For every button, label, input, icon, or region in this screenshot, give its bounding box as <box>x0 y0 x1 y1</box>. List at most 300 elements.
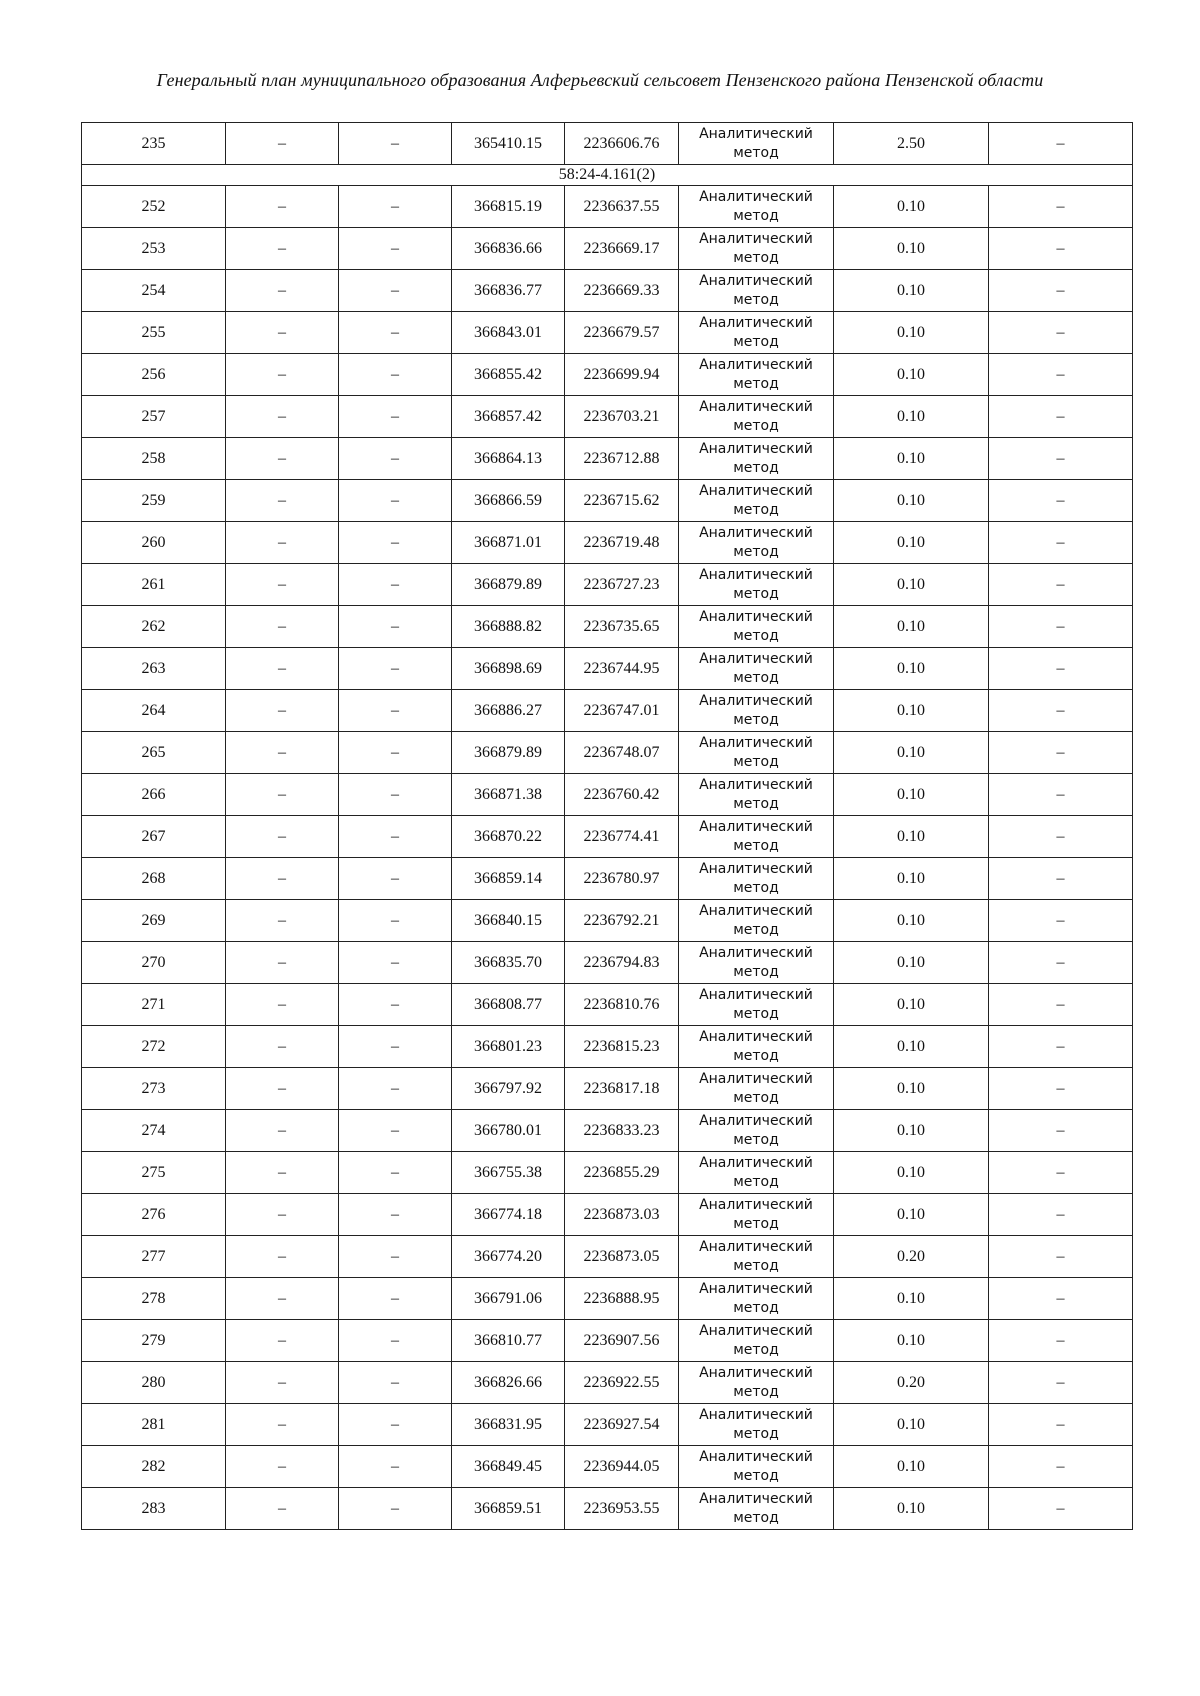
coord-x-cell: 366780.01 <box>452 1110 565 1152</box>
empty-cell: – <box>226 270 339 312</box>
empty-cell: – <box>339 1068 452 1110</box>
method-line: Аналитический <box>699 482 813 499</box>
method-line: Аналитический <box>699 608 813 625</box>
empty-cell: – <box>989 606 1133 648</box>
accuracy-cell: 0.10 <box>834 690 989 732</box>
method-cell <box>679 1068 834 1110</box>
empty-cell: – <box>226 1488 339 1530</box>
empty-cell: – <box>339 354 452 396</box>
empty-cell: – <box>339 1446 452 1488</box>
empty-cell: – <box>226 858 339 900</box>
coord-x-cell: 366774.18 <box>452 1194 565 1236</box>
point-number-cell: 255 <box>82 312 226 354</box>
accuracy-cell: 0.10 <box>834 984 989 1026</box>
empty-cell: – <box>989 1068 1133 1110</box>
table-row <box>82 1110 1133 1152</box>
point-number-cell: 269 <box>82 900 226 942</box>
empty-cell: – <box>989 816 1133 858</box>
method-line: Аналитический <box>699 944 813 961</box>
method-line: Аналитический <box>699 1364 813 1381</box>
empty-cell: – <box>339 1110 452 1152</box>
empty-cell: – <box>339 228 452 270</box>
empty-cell: – <box>339 774 452 816</box>
method-line: метод <box>733 249 779 266</box>
method-line: Аналитический <box>699 272 813 289</box>
method-line: метод <box>733 585 779 602</box>
accuracy-cell: 0.10 <box>834 396 989 438</box>
coord-y-cell: 2236922.55 <box>565 1362 679 1404</box>
method-line: метод <box>733 627 779 644</box>
method-line: Аналитический <box>699 1280 813 1297</box>
method-cell <box>679 438 834 480</box>
table-row <box>82 480 1133 522</box>
empty-cell: – <box>226 942 339 984</box>
point-number-cell: 270 <box>82 942 226 984</box>
accuracy-cell: 2.50 <box>834 123 989 165</box>
point-number-cell: 268 <box>82 858 226 900</box>
empty-cell: – <box>989 438 1133 480</box>
coord-y-cell: 2236747.01 <box>565 690 679 732</box>
coord-y-cell: 2236715.62 <box>565 480 679 522</box>
point-number-cell: 273 <box>82 1068 226 1110</box>
coord-y-cell: 2236780.97 <box>565 858 679 900</box>
empty-cell: – <box>226 123 339 165</box>
method-line: метод <box>733 921 779 938</box>
coord-x-cell: 366879.89 <box>452 732 565 774</box>
empty-cell: – <box>226 1152 339 1194</box>
accuracy-cell: 0.20 <box>834 1362 989 1404</box>
coord-x-cell: 366826.66 <box>452 1362 565 1404</box>
coord-x-cell: 366866.59 <box>452 480 565 522</box>
coord-x-cell: 366797.92 <box>452 1068 565 1110</box>
accuracy-cell: 0.10 <box>834 1488 989 1530</box>
accuracy-cell: 0.10 <box>834 1278 989 1320</box>
table-row <box>82 1404 1133 1446</box>
coord-y-cell: 2236669.33 <box>565 270 679 312</box>
method-line: Аналитический <box>699 1448 813 1465</box>
empty-cell: – <box>226 354 339 396</box>
point-number-cell: 279 <box>82 1320 226 1362</box>
empty-cell: – <box>989 1236 1133 1278</box>
empty-cell: – <box>226 816 339 858</box>
coord-x-cell: 366791.06 <box>452 1278 565 1320</box>
empty-cell: – <box>989 186 1133 228</box>
empty-cell: – <box>339 816 452 858</box>
coord-y-cell: 2236760.42 <box>565 774 679 816</box>
table-row <box>82 1236 1133 1278</box>
table-row <box>82 1488 1133 1530</box>
coord-y-cell: 2236855.29 <box>565 1152 679 1194</box>
accuracy-cell: 0.20 <box>834 1236 989 1278</box>
coord-y-cell: 2236873.05 <box>565 1236 679 1278</box>
point-number-cell: 263 <box>82 648 226 690</box>
method-line: метод <box>733 1299 779 1316</box>
method-line: Аналитический <box>699 1196 813 1213</box>
empty-cell: – <box>989 564 1133 606</box>
point-number-cell: 271 <box>82 984 226 1026</box>
coord-y-cell: 2236774.41 <box>565 816 679 858</box>
coord-x-cell: 366898.69 <box>452 648 565 690</box>
coord-x-cell: 366864.13 <box>452 438 565 480</box>
method-cell <box>679 1236 834 1278</box>
coord-x-cell: 366871.01 <box>452 522 565 564</box>
method-cell <box>679 858 834 900</box>
method-line: Аналитический <box>699 1112 813 1129</box>
empty-cell: – <box>339 1026 452 1068</box>
empty-cell: – <box>989 123 1133 165</box>
empty-cell: – <box>989 774 1133 816</box>
method-line: метод <box>733 333 779 350</box>
method-line: Аналитический <box>699 692 813 709</box>
empty-cell: – <box>989 1278 1133 1320</box>
empty-cell: – <box>989 1110 1133 1152</box>
method-line: метод <box>733 1467 779 1484</box>
coord-x-cell: 366831.95 <box>452 1404 565 1446</box>
empty-cell: – <box>339 648 452 690</box>
table-row <box>82 522 1133 564</box>
accuracy-cell: 0.10 <box>834 942 989 984</box>
table-row <box>82 1320 1133 1362</box>
accuracy-cell: 0.10 <box>834 1320 989 1362</box>
method-line: метод <box>733 837 779 854</box>
point-number-cell: 278 <box>82 1278 226 1320</box>
method-cell <box>679 1404 834 1446</box>
method-line: метод <box>733 207 779 224</box>
empty-cell: – <box>989 1362 1133 1404</box>
empty-cell: – <box>339 984 452 1026</box>
empty-cell: – <box>989 732 1133 774</box>
accuracy-cell: 0.10 <box>834 1110 989 1152</box>
coord-y-cell: 2236669.17 <box>565 228 679 270</box>
method-line: метод <box>733 375 779 392</box>
table-row <box>82 123 1133 165</box>
table-row <box>82 648 1133 690</box>
method-line: Аналитический <box>699 986 813 1003</box>
coord-y-cell: 2236606.76 <box>565 123 679 165</box>
coord-x-cell: 366755.38 <box>452 1152 565 1194</box>
empty-cell: – <box>989 858 1133 900</box>
method-cell <box>679 1446 834 1488</box>
method-cell <box>679 354 834 396</box>
point-number-cell: 266 <box>82 774 226 816</box>
table-row <box>82 858 1133 900</box>
method-cell <box>679 732 834 774</box>
table-row <box>82 900 1133 942</box>
method-line: метод <box>733 1215 779 1232</box>
coord-y-cell: 2236888.95 <box>565 1278 679 1320</box>
empty-cell: – <box>226 900 339 942</box>
coord-x-cell: 366886.27 <box>452 690 565 732</box>
method-cell <box>679 606 834 648</box>
method-line: Аналитический <box>699 566 813 583</box>
empty-cell: – <box>226 1026 339 1068</box>
empty-cell: – <box>989 354 1133 396</box>
empty-cell: – <box>226 312 339 354</box>
point-number-cell: 274 <box>82 1110 226 1152</box>
empty-cell: – <box>989 648 1133 690</box>
table-row <box>82 438 1133 480</box>
method-line: метод <box>733 1383 779 1400</box>
empty-cell: – <box>226 1278 339 1320</box>
method-line: метод <box>733 711 779 728</box>
empty-cell: – <box>226 774 339 816</box>
point-number-cell: 235 <box>82 123 226 165</box>
point-number-cell: 259 <box>82 480 226 522</box>
method-line: метод <box>733 1005 779 1022</box>
accuracy-cell: 0.10 <box>834 354 989 396</box>
method-cell <box>679 1320 834 1362</box>
accuracy-cell: 0.10 <box>834 228 989 270</box>
table-row <box>82 396 1133 438</box>
empty-cell: – <box>226 1446 339 1488</box>
method-cell <box>679 522 834 564</box>
empty-cell: – <box>989 1446 1133 1488</box>
coord-y-cell: 2236810.76 <box>565 984 679 1026</box>
empty-cell: – <box>339 1404 452 1446</box>
empty-cell: – <box>339 186 452 228</box>
method-line: Аналитический <box>699 818 813 835</box>
table-row <box>82 354 1133 396</box>
point-number-cell: 254 <box>82 270 226 312</box>
coord-y-cell: 2236699.94 <box>565 354 679 396</box>
accuracy-cell: 0.10 <box>834 312 989 354</box>
empty-cell: – <box>339 123 452 165</box>
method-line: Аналитический <box>699 440 813 457</box>
empty-cell: – <box>226 690 339 732</box>
empty-cell: – <box>989 1488 1133 1530</box>
accuracy-cell: 0.10 <box>834 606 989 648</box>
coord-x-cell: 366774.20 <box>452 1236 565 1278</box>
coord-x-cell: 366888.82 <box>452 606 565 648</box>
empty-cell: – <box>989 522 1133 564</box>
method-line: Аналитический <box>699 1238 813 1255</box>
table-row <box>82 816 1133 858</box>
empty-cell: – <box>339 480 452 522</box>
method-cell <box>679 774 834 816</box>
method-line: метод <box>733 144 779 161</box>
empty-cell: – <box>989 984 1133 1026</box>
empty-cell: – <box>339 522 452 564</box>
empty-cell: – <box>226 984 339 1026</box>
empty-cell: – <box>226 606 339 648</box>
empty-cell: – <box>989 396 1133 438</box>
method-line: метод <box>733 417 779 434</box>
coord-x-cell: 366849.45 <box>452 1446 565 1488</box>
empty-cell: – <box>226 1320 339 1362</box>
table-row <box>82 1026 1133 1068</box>
empty-cell: – <box>339 1362 452 1404</box>
coord-x-cell: 366815.19 <box>452 186 565 228</box>
coord-y-cell: 2236873.03 <box>565 1194 679 1236</box>
accuracy-cell: 0.10 <box>834 816 989 858</box>
method-cell <box>679 1194 834 1236</box>
table-row <box>82 984 1133 1026</box>
accuracy-cell: 0.10 <box>834 1404 989 1446</box>
empty-cell: – <box>226 1362 339 1404</box>
point-number-cell: 272 <box>82 1026 226 1068</box>
empty-cell: – <box>989 1026 1133 1068</box>
coord-x-cell: 366801.23 <box>452 1026 565 1068</box>
point-number-cell: 262 <box>82 606 226 648</box>
accuracy-cell: 0.10 <box>834 438 989 480</box>
accuracy-cell: 0.10 <box>834 732 989 774</box>
point-number-cell: 280 <box>82 1362 226 1404</box>
method-cell <box>679 942 834 984</box>
coord-x-cell: 366836.77 <box>452 270 565 312</box>
coord-y-cell: 2236748.07 <box>565 732 679 774</box>
method-line: метод <box>733 1089 779 1106</box>
section-header-row <box>82 165 1133 186</box>
empty-cell: – <box>226 1194 339 1236</box>
method-cell <box>679 480 834 522</box>
coord-y-cell: 2236637.55 <box>565 186 679 228</box>
empty-cell: – <box>226 1236 339 1278</box>
empty-cell: – <box>339 606 452 648</box>
empty-cell: – <box>989 312 1133 354</box>
coord-x-cell: 366810.77 <box>452 1320 565 1362</box>
coord-y-cell: 2236719.48 <box>565 522 679 564</box>
coord-y-cell: 2236817.18 <box>565 1068 679 1110</box>
empty-cell: – <box>226 228 339 270</box>
page-header: Генеральный план муниципального образования Алферьевский сельсовет Пензенского района Пензенской области <box>156 70 1044 90</box>
method-line: метод <box>733 795 779 812</box>
method-cell <box>679 1278 834 1320</box>
method-line: метод <box>733 1509 779 1526</box>
method-line: метод <box>733 291 779 308</box>
point-number-cell: 258 <box>82 438 226 480</box>
method-cell <box>679 123 834 165</box>
empty-cell: – <box>339 900 452 942</box>
method-line: Аналитический <box>699 1028 813 1045</box>
coord-x-cell: 366879.89 <box>452 564 565 606</box>
coord-y-cell: 2236744.95 <box>565 648 679 690</box>
coord-x-cell: 366835.70 <box>452 942 565 984</box>
method-cell <box>679 396 834 438</box>
method-cell <box>679 1362 834 1404</box>
empty-cell: – <box>339 942 452 984</box>
empty-cell: – <box>989 1404 1133 1446</box>
empty-cell: – <box>989 1194 1133 1236</box>
method-cell <box>679 984 834 1026</box>
empty-cell: – <box>226 522 339 564</box>
coord-x-cell: 366855.42 <box>452 354 565 396</box>
method-cell <box>679 1026 834 1068</box>
table-row <box>82 732 1133 774</box>
accuracy-cell: 0.10 <box>834 564 989 606</box>
method-line: Аналитический <box>699 1070 813 1087</box>
method-line: Аналитический <box>699 188 813 205</box>
method-line: метод <box>733 459 779 476</box>
point-number-cell: 253 <box>82 228 226 270</box>
method-line: Аналитический <box>699 524 813 541</box>
method-line: Аналитический <box>699 902 813 919</box>
empty-cell: – <box>226 564 339 606</box>
method-cell <box>679 1152 834 1194</box>
coordinates-table <box>81 122 1133 1530</box>
point-number-cell: 264 <box>82 690 226 732</box>
method-cell <box>679 1110 834 1152</box>
table-row <box>82 606 1133 648</box>
method-line: Аналитический <box>699 650 813 667</box>
empty-cell: – <box>339 1194 452 1236</box>
method-cell <box>679 690 834 732</box>
empty-cell: – <box>989 690 1133 732</box>
method-line: метод <box>733 543 779 560</box>
method-cell <box>679 900 834 942</box>
accuracy-cell: 0.10 <box>834 1026 989 1068</box>
coord-y-cell: 2236944.05 <box>565 1446 679 1488</box>
accuracy-cell: 0.10 <box>834 270 989 312</box>
point-number-cell: 261 <box>82 564 226 606</box>
coord-y-cell: 2236815.23 <box>565 1026 679 1068</box>
point-number-cell: 265 <box>82 732 226 774</box>
table-row <box>82 312 1133 354</box>
method-line: метод <box>733 963 779 980</box>
table-row <box>82 1446 1133 1488</box>
method-line: Аналитический <box>699 1406 813 1423</box>
point-number-cell: 277 <box>82 1236 226 1278</box>
empty-cell: – <box>989 1152 1133 1194</box>
accuracy-cell: 0.10 <box>834 858 989 900</box>
point-number-cell: 276 <box>82 1194 226 1236</box>
accuracy-cell: 0.10 <box>834 648 989 690</box>
accuracy-cell: 0.10 <box>834 1446 989 1488</box>
method-cell <box>679 564 834 606</box>
accuracy-cell: 0.10 <box>834 480 989 522</box>
empty-cell: – <box>226 1068 339 1110</box>
table-row <box>82 564 1133 606</box>
empty-cell: – <box>226 186 339 228</box>
empty-cell: – <box>226 732 339 774</box>
coord-x-cell: 366808.77 <box>452 984 565 1026</box>
empty-cell: – <box>989 942 1133 984</box>
method-line: метод <box>733 1131 779 1148</box>
empty-cell: – <box>226 1404 339 1446</box>
table-row <box>82 228 1133 270</box>
method-cell <box>679 312 834 354</box>
empty-cell: – <box>989 1320 1133 1362</box>
table-row <box>82 186 1133 228</box>
method-line: метод <box>733 753 779 770</box>
coord-y-cell: 2236679.57 <box>565 312 679 354</box>
point-number-cell: 275 <box>82 1152 226 1194</box>
point-number-cell: 282 <box>82 1446 226 1488</box>
coord-y-cell: 2236927.54 <box>565 1404 679 1446</box>
method-line: метод <box>733 1173 779 1190</box>
coord-y-cell: 2236794.83 <box>565 942 679 984</box>
empty-cell: – <box>339 1320 452 1362</box>
empty-cell: – <box>989 480 1133 522</box>
empty-cell: – <box>339 438 452 480</box>
method-cell <box>679 648 834 690</box>
method-line: метод <box>733 669 779 686</box>
coord-x-cell: 365410.15 <box>452 123 565 165</box>
table-row <box>82 774 1133 816</box>
coord-x-cell: 366840.15 <box>452 900 565 942</box>
empty-cell: – <box>339 858 452 900</box>
empty-cell: – <box>339 1152 452 1194</box>
accuracy-cell: 0.10 <box>834 522 989 564</box>
table-row <box>82 1068 1133 1110</box>
method-line: Аналитический <box>699 734 813 751</box>
accuracy-cell: 0.10 <box>834 1068 989 1110</box>
table-row <box>82 690 1133 732</box>
method-line: Аналитический <box>699 1154 813 1171</box>
table-row <box>82 942 1133 984</box>
table-row <box>82 1152 1133 1194</box>
table-row <box>82 1194 1133 1236</box>
method-line: Аналитический <box>699 1490 813 1507</box>
